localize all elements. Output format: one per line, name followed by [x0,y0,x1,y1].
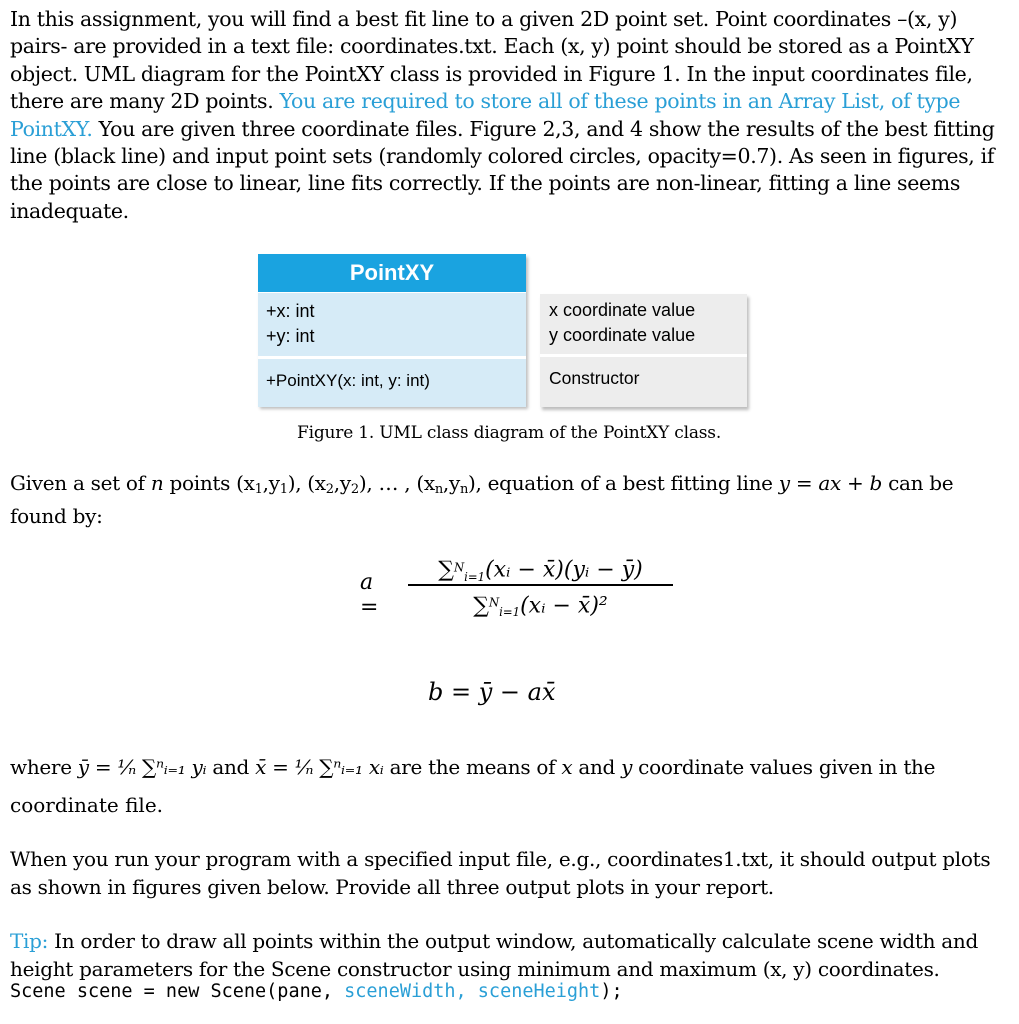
intro-paragraph [10,6,1010,225]
formula-a-fraction [408,550,673,618]
code-line: Scene scene = new Scene(pane, sceneWidth, sceneHeight); [10,981,623,1002]
tip-paragraph [10,928,1010,983]
tip-label: Tip: [10,929,49,953]
figure-caption: Figure 1. UML class diagram of the PointXY class. [297,423,722,443]
uml-attributes [258,292,526,356]
formula-a-denominator: ∑$^N_{i=1}$(xᵢ − x̄)² [473,593,608,619]
note-x: x coordinate value [549,300,696,320]
line-equation: y = ax + b [778,471,883,495]
intro-text-2: You are given three coordinate files. Figure 2,3, and 4 show the results of the best fitting line (black line) and input point sets (randomly colored circles, opacity=0.7). As seen in figures, if the points are close to linear, line fits correctly. If the points are non-linear, fitting a line seems inadequate. [10,116,995,223]
note-y: y coordinate value [549,325,696,345]
run-paragraph: When you run your program with a specified input file, e.g., coordinates1.txt, it should output plots as shown in figures given below. Provide all three output plots in your report. [10,847,991,899]
intro-highlight: You are required to store all of these points in an Array List, of type PointXY. [10,89,961,141]
uml-attr-x: +x: int [266,301,315,321]
given-paragraph: Given a set of n points $(x_1,y_1)$, $(x_2,y_2)$, … , $(x_n,y_n)$, equation of a best fitting line y = ax + b can be found by: [10,471,954,528]
formula-b: b = ȳ − ax̄ [428,678,556,706]
where-paragraph: where ȳ = ¹⁄ₙ ∑ⁿᵢ₌₁ yᵢ and x̄ = ¹⁄ₙ ∑ⁿᵢ₌₁ xᵢ are the means of x and y coordinate values given in the [10,755,936,779]
uml-attr-y: +y: int [266,326,315,346]
uml-class-box [258,254,526,406]
tip-text: In order to draw all points within the output window, automatically calculate scene width and height parameters for the Scene constructor using minimum and maximum (x, y) coordinates. [10,929,979,981]
formula-a-lhs: a = [360,570,379,620]
uml-constructor: +PointXY(x: int, y: int) [258,359,526,407]
note-constructor: Constructor [540,357,747,407]
intro-text-1: In this assignment, you will find a best fit line to a given 2D point set. Point coordinates –(x, y) pairs- are provided in a text file: coordinates.txt. Each (x, y) point should be stored as a PointXY object. UML diagram for the PointXY class is provided in Figure 1. In the input coordinates file, there are many 2D points. [10,7,974,114]
formula-a-numerator: ∑$^N_{i=1}$(xᵢ − x̄)(yᵢ − ȳ) [438,557,643,584]
uml-notes-box [540,294,747,407]
uml-class-name: PointXY [258,254,526,292]
uml-attr-notes [540,294,747,354]
where-line-2: coordinate file. [10,793,164,817]
